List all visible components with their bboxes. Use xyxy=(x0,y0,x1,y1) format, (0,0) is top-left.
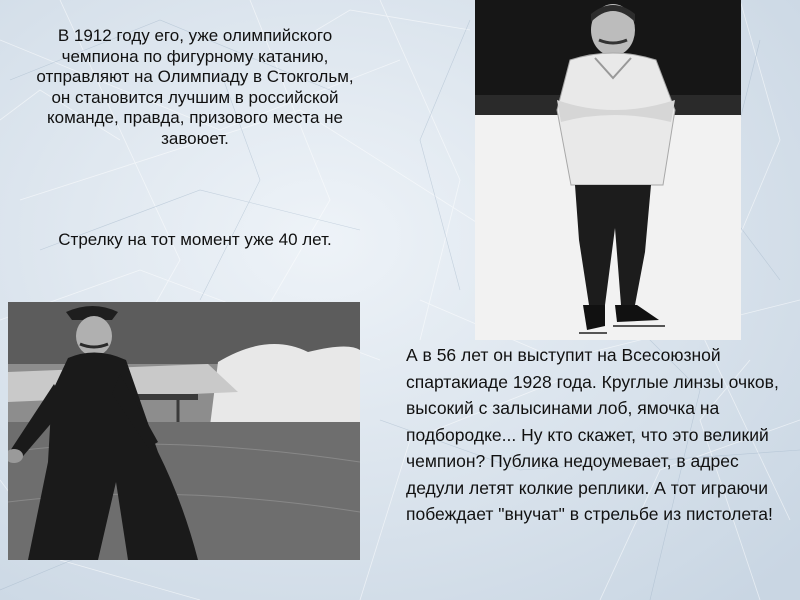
age-paragraph: Стрелку на тот момент уже 40 лет. xyxy=(58,230,332,249)
skating-man-outdoor-photo xyxy=(8,302,360,560)
spartakiad-paragraph: А в 56 лет он выступит на Всесоюзной спартакиаде 1928 года. Круглые линзы очков, высокий с залысинами лоб, ямочка на подбородке... Ну кто скажет, что это великий чемпион? Публика недоумевает, в адрес дедули летят колкие реплики. А тот играючи побеждает "внучат" в стрельбе из пистолета! xyxy=(406,345,779,524)
intro-paragraph: В 1912 году его, уже олимпийского чемпиона по фигурному катанию, отправляют на Олимпиаду в Стокгольм, он становится лучшим в российской команде, правда, призового места не завоюет. xyxy=(36,26,354,148)
standing-skater-photo xyxy=(475,0,741,340)
